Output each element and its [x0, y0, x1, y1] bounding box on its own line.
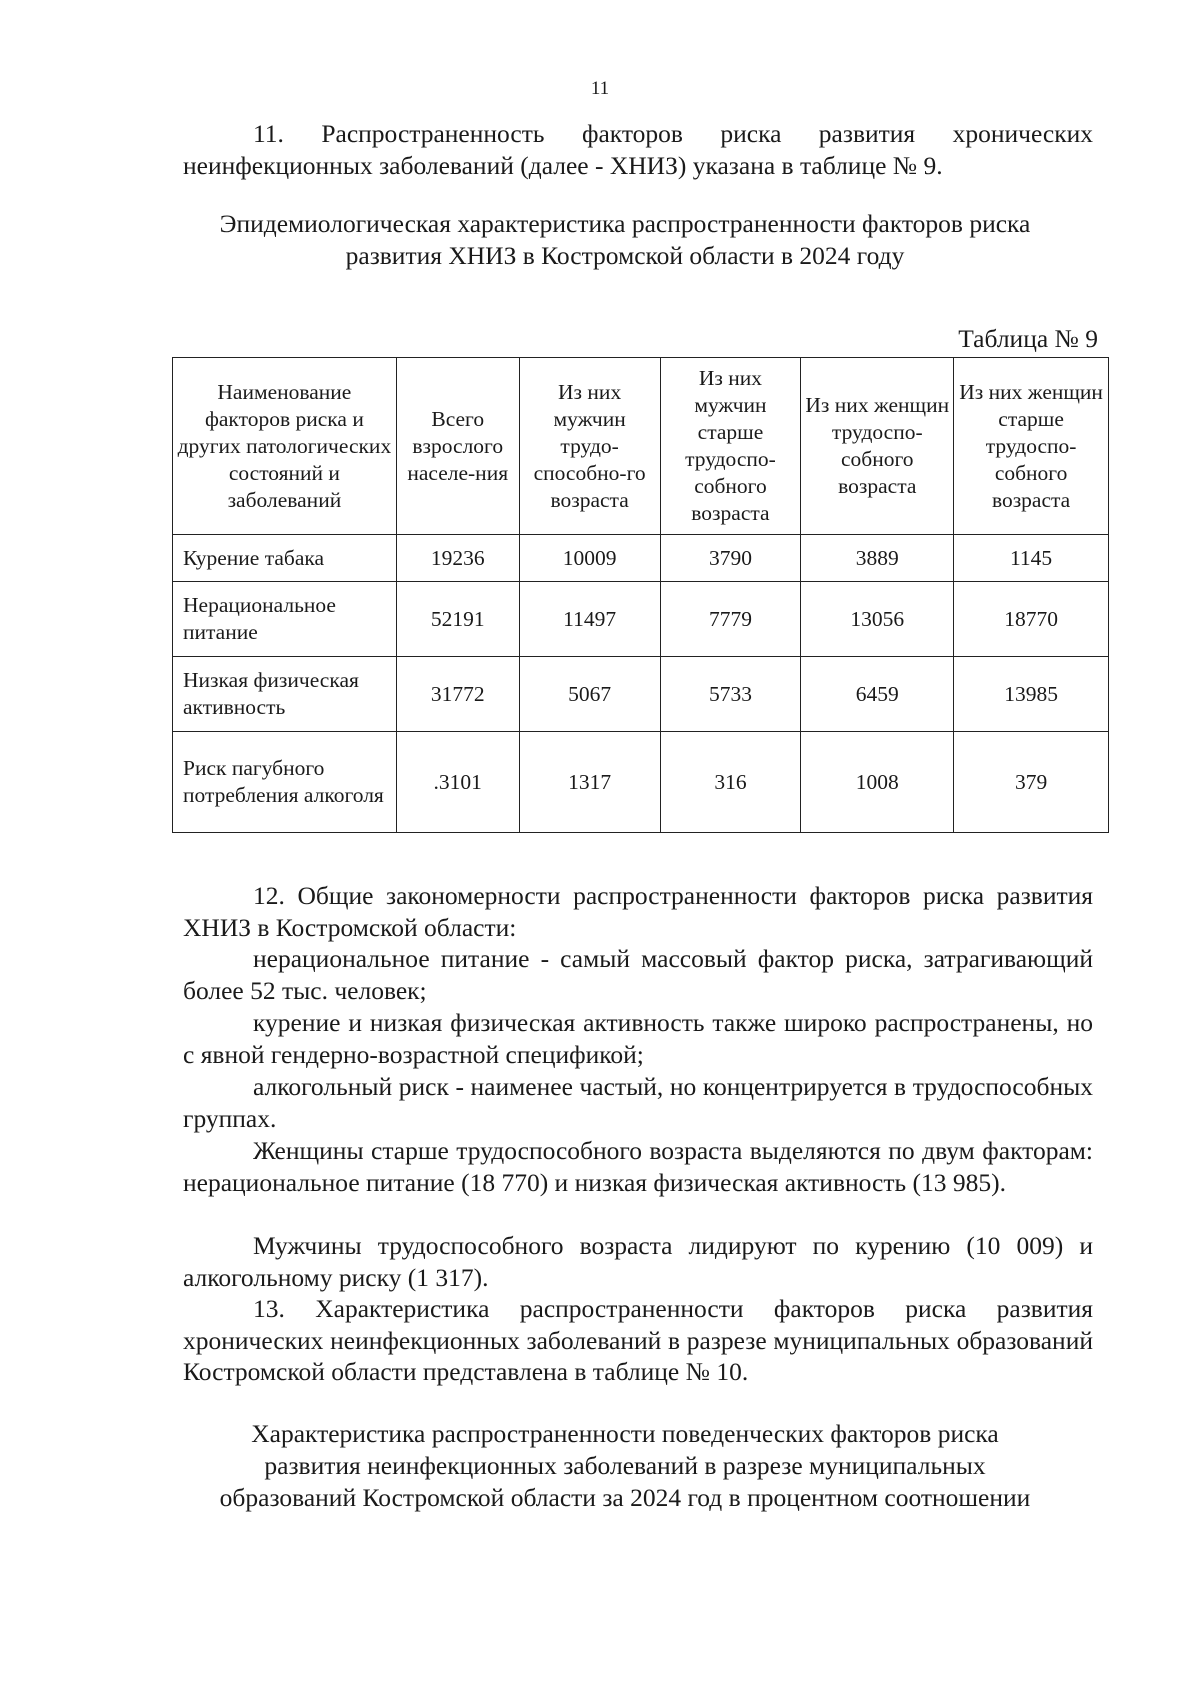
table-header-row — [173, 358, 1109, 535]
cell-women-older: 13985 — [954, 657, 1109, 732]
cell-women-older: 1145 — [954, 535, 1109, 582]
table-row — [173, 732, 1109, 833]
table9-title-line1: Эпидемиологическая характеристика распространенности факторов риска — [219, 209, 1031, 238]
header-women-working: Из них женщин трудоспо-собного возраста — [801, 358, 954, 535]
cell-women-working: 1008 — [801, 732, 954, 833]
table10-title-line1: Характеристика распространенности поведенческих факторов риска — [251, 1419, 999, 1448]
header-women-older: Из них женщин старше трудоспо-собного возраста — [954, 358, 1109, 535]
cell-men-working: 1317 — [519, 732, 660, 833]
table10-title-line2: развития неинфекционных заболеваний в разрезе муниципальных — [264, 1451, 986, 1480]
table-row — [173, 582, 1109, 657]
cell-men-older: 5733 — [660, 657, 801, 732]
bullet-alcohol: алкогольный риск - наименее частый, но концентрируется в трудоспособных группах. — [183, 1072, 1093, 1133]
cell-total: 31772 — [396, 657, 519, 732]
cell-men-older: 316 — [660, 732, 801, 833]
bullet-smoking-activity: курение и низкая физическая активность также широко распространены, но с явной гендерно-возрастной спецификой; — [183, 1008, 1093, 1069]
cell-women-working: 6459 — [801, 657, 954, 732]
bullet-unhealthy-diet: нерациональное питание - самый массовый фактор риска, затрагивающий более 52 тыс. человек; — [183, 944, 1093, 1005]
row-name: Курение табака — [173, 535, 397, 582]
table-9 — [172, 357, 1109, 833]
cell-women-older: 18770 — [954, 582, 1109, 657]
cell-men-working: 5067 — [519, 657, 660, 732]
header-men-working: Из них мужчин трудо-способно-го возраста — [519, 358, 660, 535]
paragraph-men: Мужчины трудоспособного возраста лидируют по курению (10 009) и алкогольному риску (1 317). — [183, 1231, 1093, 1292]
header-factor: Наименование факторов риска и других патологических состояний и заболеваний — [173, 358, 397, 535]
cell-men-working: 10009 — [519, 535, 660, 582]
table9-label: Таблица № 9 — [958, 324, 1098, 353]
cell-total: 52191 — [396, 582, 519, 657]
paragraph-11: 11. Распространенность факторов риска развития хронических неинфекционных заболеваний (далее - ХНИЗ) указана в таблице № 9. — [183, 119, 1093, 180]
cell-men-working: 11497 — [519, 582, 660, 657]
cell-men-older: 3790 — [660, 535, 801, 582]
paragraph-12: 12. Общие закономерности распространенности факторов риска развития ХНИЗ в Костромской области: — [183, 881, 1093, 942]
paragraph-women: Женщины старше трудоспособного возраста выделяются по двум факторам: нерациональное питание (18 770) и низкая физическая активность (13 985). — [183, 1136, 1093, 1197]
cell-total: .3101 — [396, 732, 519, 833]
table9-title-line2: развития ХНИЗ в Костромской области в 2024 году — [345, 241, 905, 270]
row-name: Нерациональное питание — [173, 582, 397, 657]
row-name: Низкая физическая активность — [173, 657, 397, 732]
cell-men-older: 7779 — [660, 582, 801, 657]
header-men-older: Из них мужчин старше трудоспо-собного возраста — [660, 358, 801, 535]
table-row — [173, 535, 1109, 582]
cell-women-working: 3889 — [801, 535, 954, 582]
cell-women-older: 379 — [954, 732, 1109, 833]
header-total: Всего взрослого населе-ния — [396, 358, 519, 535]
table-row — [173, 657, 1109, 732]
cell-women-working: 13056 — [801, 582, 954, 657]
table10-title-line3: образований Костромской области за 2024 год в процентном соотношении — [219, 1483, 1031, 1512]
row-name: Риск пагубного потребления алкоголя — [173, 732, 397, 833]
cell-total: 19236 — [396, 535, 519, 582]
page-number: 11 — [590, 78, 610, 99]
paragraph-13: 13. Характеристика распространенности факторов риска развития хронических неинфекционных заболеваний в разрезе муниципальных образований Костромской области представлена в таблице № 10. — [183, 1294, 1093, 1386]
